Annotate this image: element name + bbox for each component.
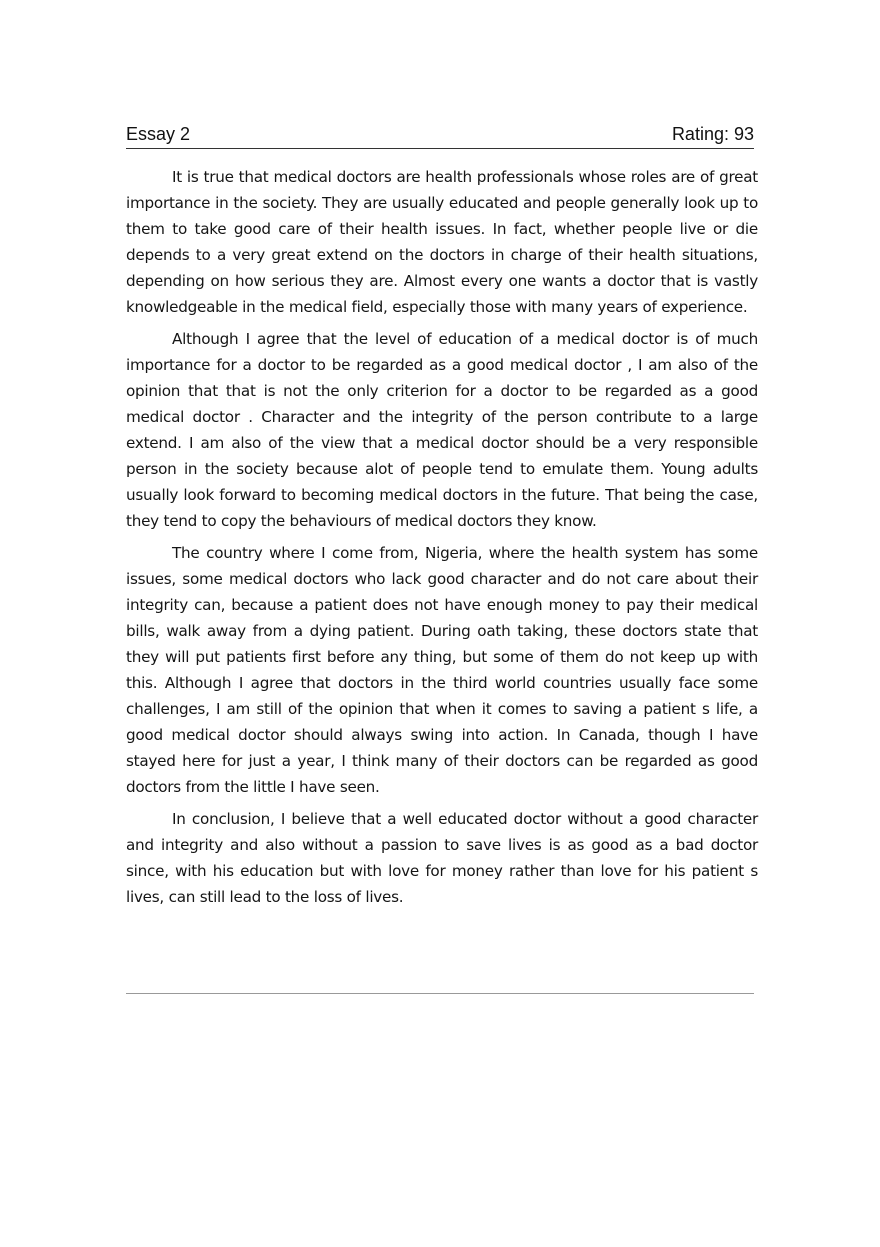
essay-paragraph-3: The country where I come from, Nigeria, where the health system has some issues, some medical doctors who lack good character and do not care about their integrity can, because a patient does not have enough money to pay their medical bills, walk away from a dying patient. During oath taking, these doctors state that they will put patients first before any thing, but some of them do not keep up with this. Although I agree that doctors in the third world countries usually face some challenges, I am still of the opinion that when it comes to saving a patient s life, a good medical doctor should always swing into action. In Canada, though I have stayed here for just a year, I think many of their doctors can be regarded as good doctors from the little I have seen. bbox=[126, 544, 758, 796]
essay-label: Essay 2 bbox=[126, 124, 191, 144]
essay-body bbox=[126, 164, 758, 916]
bottom-divider bbox=[126, 993, 754, 994]
essay-paragraph-1: It is true that medical doctors are health professionals whose roles are of great importance in the society. They are usually educated and people generally look up to them to take good care of their health issues. In fact, whether people live or die depends to a very great extend on the doctors in charge of their health situations, depending on how serious they are. Almost every one wants a doctor that is vastly knowledgeable in the medical field, especially those with many years of experience. bbox=[126, 168, 758, 316]
rating-label: Rating: 93 bbox=[671, 124, 754, 144]
page-header bbox=[126, 122, 754, 149]
essay-paragraph-4: In conclusion, I believe that a well educated doctor without a good character and integrity and also without a passion to save lives is as good as a bad doctor since, with his education but with love for money rather than love for his patient s lives, can still lead to the loss of lives. bbox=[126, 810, 758, 906]
essay-paragraph-2: Although I agree that the level of education of a medical doctor is of much importance for a doctor to be regarded as a good medical doctor , I am also of the opinion that that is not the only criterion for a doctor to be regarded as a good medical doctor . Character and the integrity of the person contribute to a large extend. I am also of the view that a medical doctor should be a very responsible person in the society because alot of people tend to emulate them. Young adults usually look forward to becoming medical doctors in the future. That being the case, they tend to copy the behaviours of medical doctors they know. bbox=[126, 330, 758, 530]
